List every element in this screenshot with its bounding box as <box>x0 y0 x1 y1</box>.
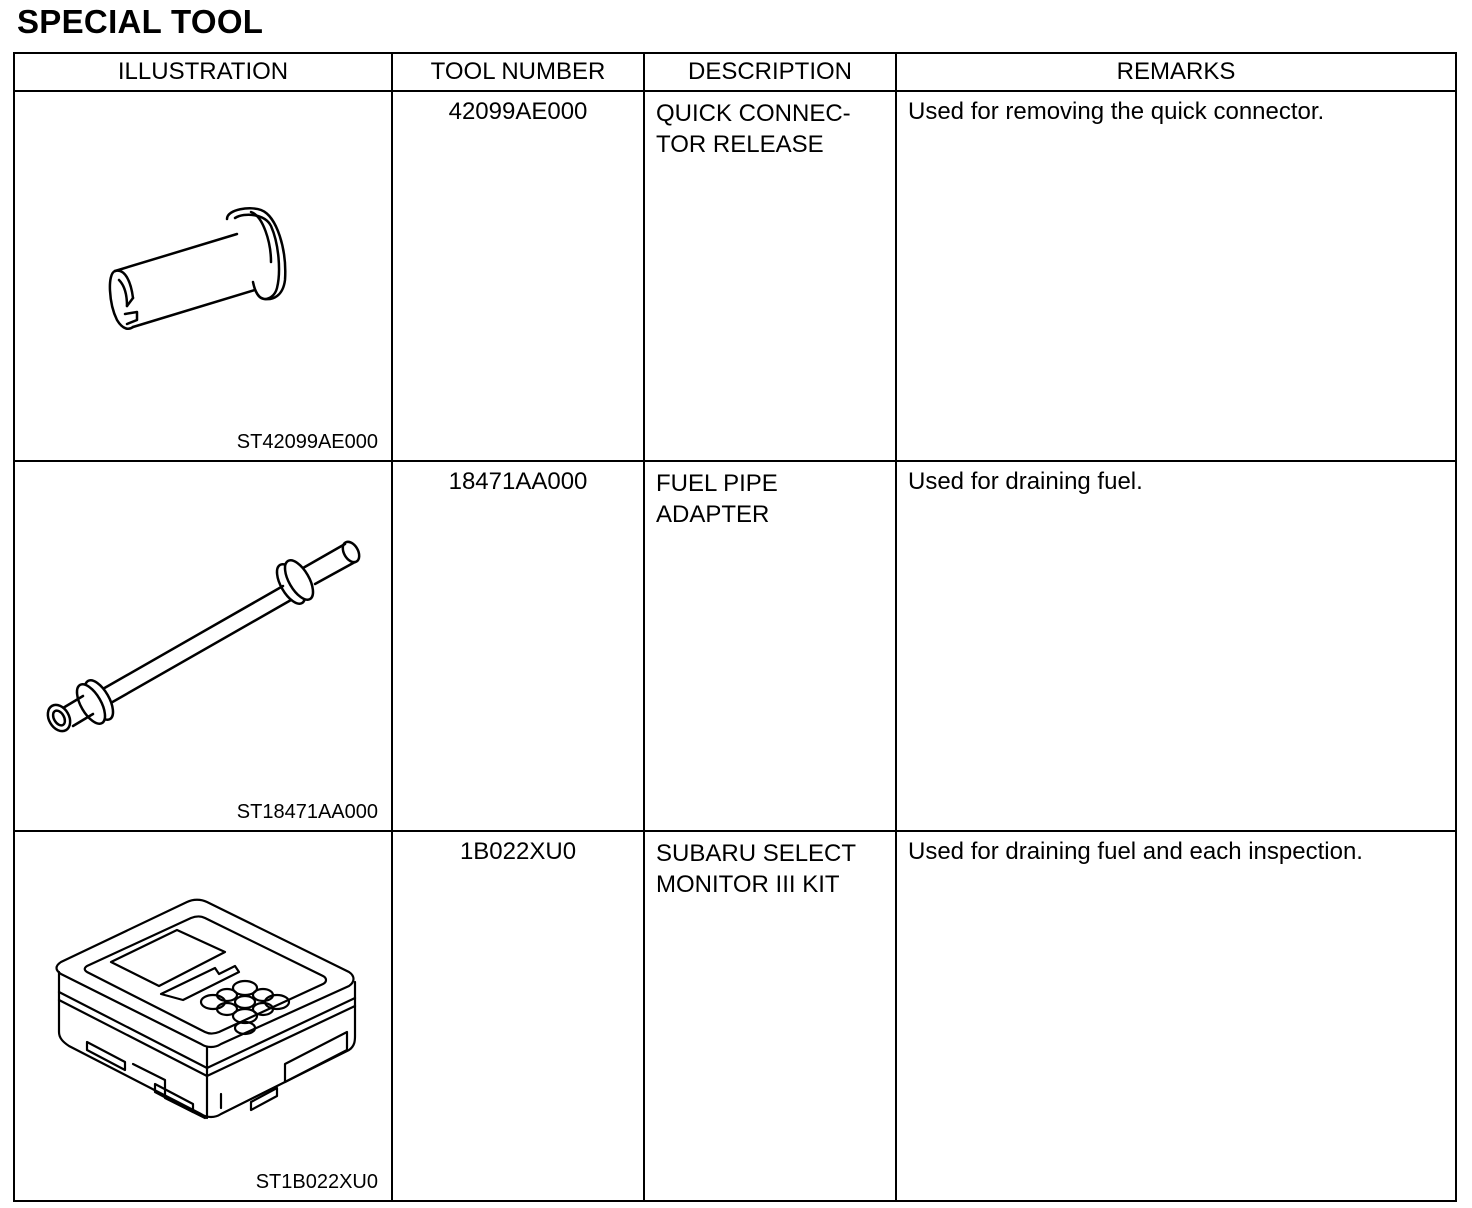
illustration-code: ST42099AE000 <box>236 431 378 453</box>
description-cell <box>644 831 896 1201</box>
remarks-cell: Used for removing the quick connector. <box>896 91 1456 461</box>
table-row <box>14 91 1456 461</box>
fuel-pipe-adapter-icon <box>15 462 391 830</box>
select-monitor-device-icon <box>15 832 391 1200</box>
header-tool-number: TOOL NUMBER <box>392 53 644 91</box>
tool-number-cell: 18471AA000 <box>392 461 644 831</box>
table-row <box>14 461 1456 831</box>
description-line: FUEL PIPE <box>656 470 778 497</box>
illustration-code: ST18471AA000 <box>236 801 378 823</box>
page-title: SPECIAL TOOL <box>17 3 264 40</box>
table-header-row <box>14 53 1456 91</box>
description-line: ADAPTER <box>656 501 770 528</box>
remarks-cell: Used for draining fuel and each inspection. <box>896 831 1456 1201</box>
description-line: TOR RELEASE <box>656 131 824 158</box>
table-row <box>14 831 1456 1201</box>
quick-connector-release-tool-icon <box>15 92 391 460</box>
illustration-code: ST1B022XU0 <box>255 1171 378 1193</box>
header-illustration: ILLUSTRATION <box>14 53 392 91</box>
tool-number-cell: 42099AE000 <box>392 91 644 461</box>
illustration-cell <box>14 831 392 1201</box>
description-line: QUICK CONNEC- <box>656 100 851 127</box>
header-remarks: REMARKS <box>896 53 1456 91</box>
special-tool-table <box>13 52 1457 1202</box>
remarks-cell: Used for draining fuel. <box>896 461 1456 831</box>
description-cell <box>644 91 896 461</box>
illustration-cell <box>14 461 392 831</box>
tool-number-cell: 1B022XU0 <box>392 831 644 1201</box>
description-cell <box>644 461 896 831</box>
header-description: DESCRIPTION <box>644 53 896 91</box>
description-line: MONITOR III KIT <box>656 871 840 898</box>
illustration-cell <box>14 91 392 461</box>
description-line: SUBARU SELECT <box>656 840 857 867</box>
